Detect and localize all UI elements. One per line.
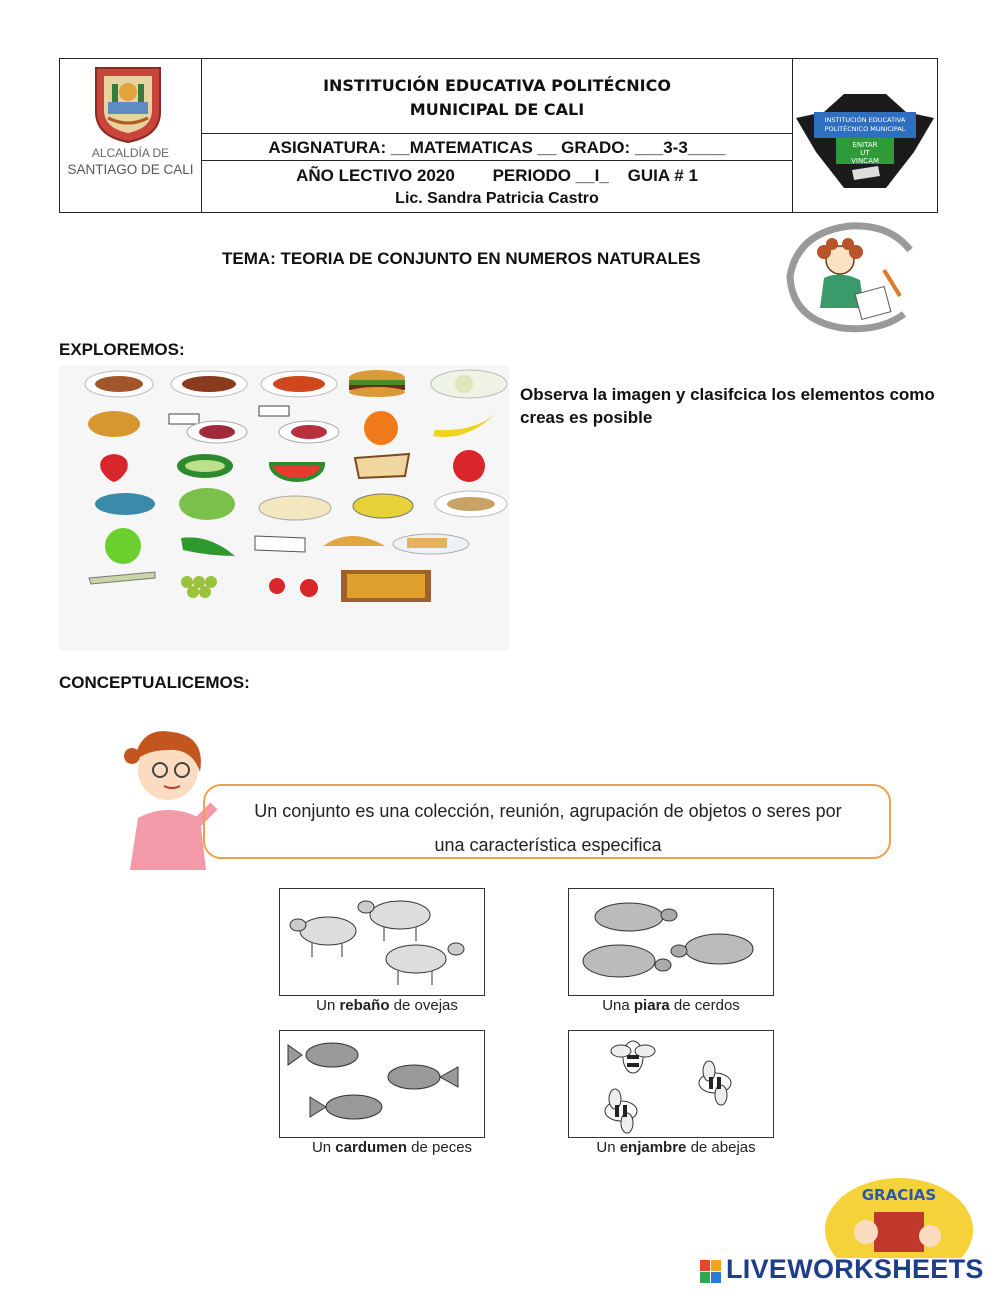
soup-icon — [259, 496, 331, 520]
sheep-icon — [290, 917, 356, 957]
asparagus-icon — [89, 572, 155, 584]
grapes-icon — [181, 576, 193, 588]
cherries-icon — [269, 578, 285, 594]
explore-instruction: Observa la imagen y clasifcica los elementos como creas es posible — [520, 385, 935, 427]
watermelon-icon — [271, 464, 323, 480]
bee-icon — [699, 1061, 731, 1105]
explore-heading: EXPLOREMOS: — [59, 340, 185, 359]
school-emblem-icon — [794, 90, 936, 200]
orange-icon — [364, 411, 398, 445]
food-collage — [59, 366, 509, 650]
year-period-line: AÑO LECTIVO 2020 PERIODO __I_ GUIA # 1 — [296, 166, 698, 185]
pig-icon — [595, 903, 677, 931]
bees-image-box — [568, 1030, 774, 1138]
logo-caption: ALCALDÍA DE — [91, 146, 170, 160]
liveworksheets-logo-icon — [700, 1260, 722, 1284]
sheep-image-box — [279, 888, 485, 996]
emblem-motto: VINCAM — [851, 157, 879, 165]
subject-grade-line: ASIGNATURA: __MATEMATICAS __ GRADO: ___3-3____ — [268, 138, 726, 157]
emblem-text: POLITÉCNICO MUNICIPAL — [824, 125, 906, 133]
banana-icon — [433, 410, 499, 437]
header-divider — [202, 160, 792, 161]
institution-title: INSTITUCIÓN EDUCATIVA POLITÉCNICO MUNICIPAL DE CALI — [323, 76, 671, 119]
bee-icon — [611, 1041, 655, 1073]
example-caption: Un cardumen de peces — [311, 1139, 473, 1156]
emblem-motto: UT — [860, 149, 870, 157]
liveworksheets-watermark[interactable]: LIVEWORKSHEETS — [726, 1254, 984, 1284]
definition-text: Un conjunto es una colección, reunión, agrupación de objetos o seres por una característica especifica — [254, 801, 842, 855]
topic-title: TEMA: TEORIA DE CONJUNTO EN NUMEROS NATURALES — [222, 249, 701, 268]
emblem-motto: ENITAR — [852, 141, 878, 149]
salad-bowl-icon — [95, 493, 155, 515]
empanada-icon — [323, 536, 385, 546]
fish-image-box — [279, 1030, 485, 1138]
pepper-icon — [181, 537, 235, 556]
pig-icon — [583, 945, 671, 977]
soup-bowl-icon — [353, 494, 413, 518]
cali-shield-icon — [88, 62, 168, 144]
cow-icon — [169, 414, 199, 424]
strawberry-icon — [100, 454, 128, 482]
teacher-name: Lic. Sandra Patricia Castro — [395, 190, 599, 207]
apple-icon — [105, 528, 141, 564]
header-divider — [202, 133, 792, 134]
pig-icon — [671, 934, 753, 964]
emblem-text: INSTITUCIÓN EDUCATIVA — [824, 116, 906, 124]
chicken-icon — [88, 411, 140, 437]
pigs-image-box — [568, 888, 774, 996]
gracias-text: GRACIAS — [861, 1186, 937, 1204]
fish-icon — [255, 536, 305, 552]
fish-icon — [310, 1095, 382, 1119]
fish-icon — [288, 1043, 358, 1067]
tomato-icon — [453, 450, 485, 482]
gracias-badge-icon — [822, 1176, 976, 1258]
logo-caption: SANTIAGO DE CALI — [67, 162, 194, 177]
fish-icon — [388, 1065, 458, 1089]
lettuce-icon — [179, 488, 235, 520]
example-caption: Una piara de cerdos — [602, 997, 740, 1014]
pig-icon — [259, 406, 289, 416]
example-caption: Un enjambre de abejas — [596, 1139, 756, 1156]
sheep-icon — [358, 901, 430, 941]
cake-icon — [355, 454, 409, 478]
example-caption: Un rebaño de ovejas — [316, 997, 458, 1014]
concept-heading: CONCEPTUALICEMOS: — [59, 673, 250, 692]
girl-writing-illustration-icon — [780, 220, 930, 335]
sheep-icon — [386, 943, 464, 985]
bee-icon — [605, 1089, 637, 1133]
